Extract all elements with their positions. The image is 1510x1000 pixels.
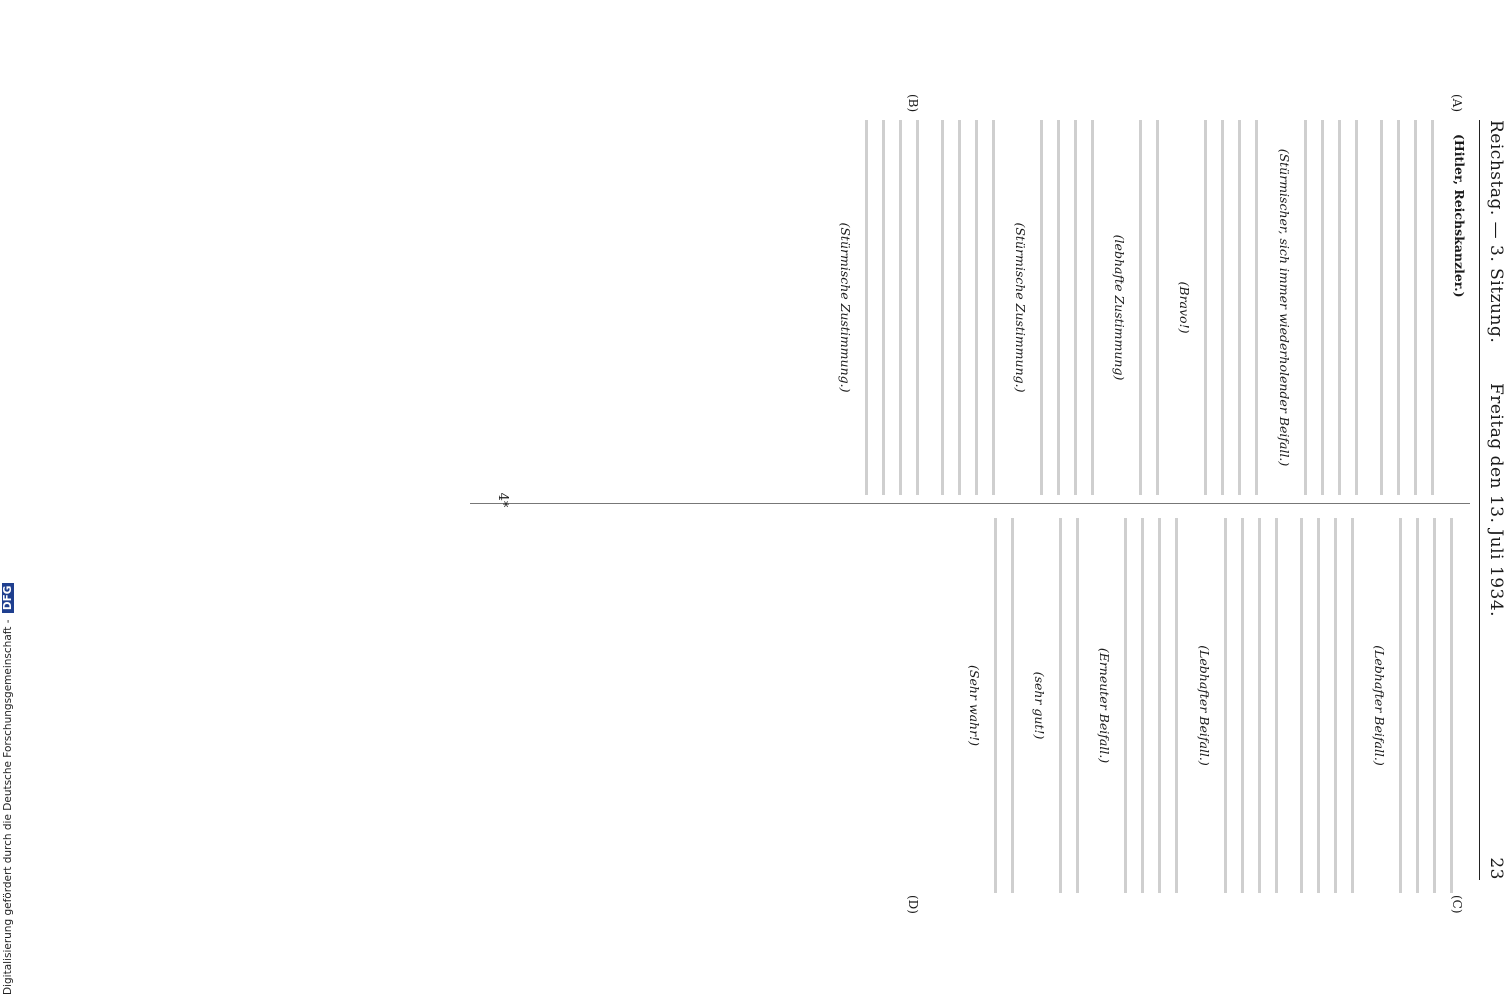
dfg-logo: DFG — [2, 583, 14, 614]
illegible-text — [1201, 120, 1269, 495]
margin-mark-b: (B) — [906, 94, 920, 113]
speaker-name: (Hitler, Reichskanzler.) — [1452, 134, 1467, 298]
margin-mark-c: (C) — [1450, 895, 1464, 914]
interjection: (Lebhafter Beifall.) — [1196, 645, 1212, 766]
interjection: (Stürmische Zustimmung.) — [1012, 222, 1028, 393]
interjection: (Bravo!) — [1177, 281, 1193, 334]
document-page — [330, 90, 1510, 914]
header-date: Freitag den 13. Juli 1934. — [1486, 382, 1506, 618]
margin-mark-d: (D) — [906, 895, 920, 914]
page-number: 23 — [1486, 857, 1506, 880]
interjection: (Erneuter Beifall.) — [1097, 647, 1113, 764]
illegible-text — [938, 120, 1006, 495]
illegible-text — [862, 120, 930, 495]
margin-mark-a: (A) — [1450, 94, 1464, 113]
column-divider — [470, 503, 1470, 504]
illegible-text — [1037, 120, 1105, 495]
page-header — [1479, 120, 1510, 880]
illegible-text — [1297, 518, 1365, 893]
illegible-text — [1301, 120, 1369, 495]
illegible-text — [1377, 120, 1445, 495]
paragraph — [1451, 120, 1468, 495]
interjection: (Stürmischer, sich immer wiederholender Beifall.) — [1276, 148, 1292, 467]
interjection: (Stürmische Zustimmung.) — [837, 222, 853, 393]
signature-mark: 4* — [495, 492, 510, 508]
illegible-text — [991, 518, 1025, 893]
illegible-text — [1136, 120, 1170, 495]
interjection: (lebhafte Zustimmung) — [1112, 234, 1128, 381]
illegible-text — [1121, 518, 1189, 893]
illegible-text — [1056, 518, 1090, 893]
notice-text: Digitalisierung gefördert durch die Deutsche Forschungsgemeinschaft - — [2, 619, 14, 995]
header-session: Reichstag. — 3. Sitzung. — [1486, 120, 1506, 344]
interjection: (Sehr wahr!) — [966, 665, 982, 746]
digitization-notice — [2, 583, 14, 995]
left-column — [830, 120, 1468, 495]
illegible-text — [1221, 518, 1289, 893]
interjection: (Lebhafter Beifall.) — [1372, 645, 1387, 766]
illegible-text — [1396, 518, 1464, 893]
right-column — [960, 518, 1468, 893]
interjection: (sehr gut!) — [1032, 671, 1048, 740]
